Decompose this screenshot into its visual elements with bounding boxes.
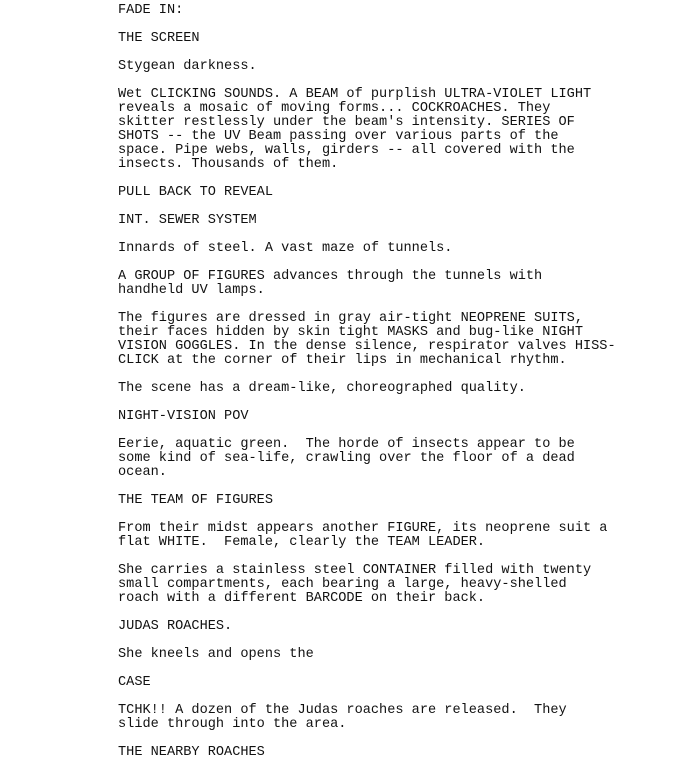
shot-heading-team-of-figures: THE TEAM OF FIGURES [118,493,273,508]
shot-heading-night-vision-pov: NIGHT-VISION POV [118,409,249,424]
shot-heading-the-screen: THE SCREEN [118,31,200,46]
shot-heading-nearby-roaches: THE NEARBY ROACHES [118,745,265,760]
action-team-leader: From their midst appears another FIGURE, its neoprene suit a flat WHITE. Female, clearly the TEAM LEADER. [118,521,608,550]
action-neoprene-suits: The figures are dressed in gray air-tight NEOPRENE SUITS, their faces hidden by skin tight MASKS and bug-like NIGHT VISION GOGGLES. In the dense silence, respirator valves HISS- CLICK at the corner of their lips in mechanical rhythm. [118,311,616,368]
action-dream-like: The scene has a dream-like, choreographed quality. [118,381,526,396]
action-tchk: TCHK!! A dozen of the Judas roaches are released. They slide through into the area. [118,703,567,732]
transition-fade-in: FADE IN: [118,3,184,18]
action-stygean-darkness: Stygean darkness. [118,59,257,74]
action-group-of-figures: A GROUP OF FIGURES advances through the tunnels with handheld UV lamps. [118,269,543,298]
scene-heading-sewer-system: INT. SEWER SYSTEM [118,213,257,228]
action-stainless-container: She carries a stainless steel CONTAINER filled with twenty small compartments, each bearing a large, heavy-shelled roach with a different BARCODE on their back. [118,563,592,606]
action-she-kneels: She kneels and opens the [118,647,314,662]
action-clicking-sounds: Wet CLICKING SOUNDS. A BEAM of purplish ULTRA-VIOLET LIGHT reveals a mosaic of moving forms... COCKROACHES. They skitter restlessly under the beam's intensity. SERIES OF SHOTS -- the UV Beam passing over various parts of the space. Pipe webs, walls, girders -- all covered with the insects. Thousands of them. [118,87,592,172]
shot-heading-judas-roaches: JUDAS ROACHES. [118,619,233,634]
shot-heading-case: CASE [118,675,151,690]
screenplay-page [118,4,678,774]
shot-heading-pull-back: PULL BACK TO REVEAL [118,185,273,200]
action-eerie-aquatic-green: Eerie, aquatic green. The horde of insects appear to be some kind of sea-life, crawling over the floor of a dead ocean. [118,437,575,480]
action-innards-of-steel: Innards of steel. A vast maze of tunnels. [118,241,453,256]
